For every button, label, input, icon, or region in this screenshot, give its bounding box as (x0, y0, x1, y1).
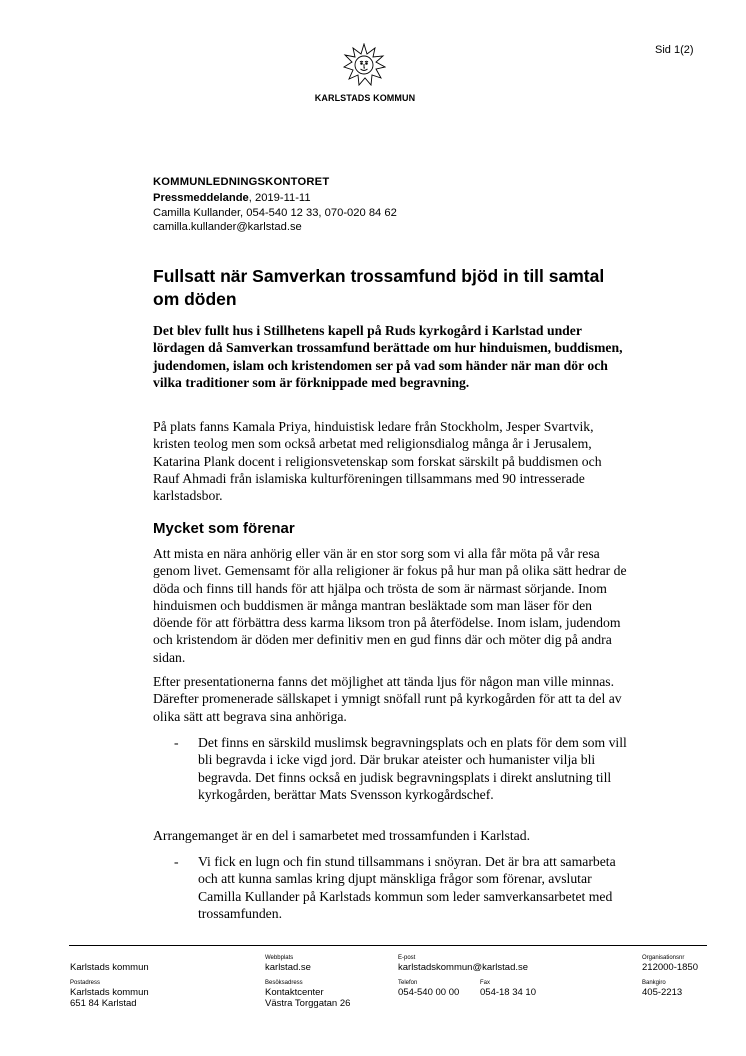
footer-name: Karlstads kommun (70, 962, 149, 973)
footer-email-link[interactable]: karlstadskommun@karlstad.se (398, 962, 529, 973)
footer-fax-value: 054-18 34 10 (480, 987, 536, 998)
page-number: Sid 1(2) (655, 44, 694, 56)
footer-bankgiro (642, 980, 682, 998)
footer-orgnr-value: 212000-1850 (642, 962, 698, 973)
footer-bankgiro-value: 405-2213 (642, 987, 683, 998)
footer-orgnr-label: Organisationsnr (642, 955, 685, 961)
bullet-dash: - (174, 735, 179, 750)
bullet-quote-2 (174, 853, 628, 922)
footer-postal-line1: Karlstads kommun (70, 987, 149, 998)
bullet-quote-1 (174, 734, 628, 803)
bullet-dash: - (174, 854, 179, 869)
footer-phone-value: 054-540 00 00 (398, 987, 460, 998)
department: KOMMUNLEDNINGSKONTORET (153, 176, 330, 188)
doc-type-line (153, 191, 311, 205)
article-title: Fullsatt när Samverkan trossamfund bjöd in till samtal om döden (153, 266, 605, 309)
section-heading: Mycket som förenar (153, 520, 295, 537)
footer-visit-line1: Kontaktcenter (265, 987, 324, 998)
paragraph-3: Efter presentationerna fanns det möjlighet att tända ljus för någon man ville minnas. Därefter promenerade sällskapet i ymnigt snöfall runt på kyrkogården för att ta del av olika sätt att begrava sina anhöriga. (153, 674, 622, 724)
paragraph-1: På plats fanns Kamala Priya, hinduistisk ledare från Stockholm, Jesper Svartvik, kristen teolog men som också arbetat med religionsdialog många år i Jerusalem, Katarina Plank docent i religionsvetenskap som forskat särskilt på buddismen och Rauf Ahmadi från islamiska kulturföreningen tillsammans med 90 intresserade karlstadsbor. (153, 419, 602, 504)
bullet-text: Vi fick en lugn och fin stund tillsammans i snöyran. Det är bra att samarbeta och att kunna samlas kring djupt mänskliga frågor som förenar, avslutar Camilla Kullander på Karlstads kommun som leder samverkansarbetet med trossamfunden. (198, 854, 616, 921)
footer-visit-line2: Västra Torggatan 26 (265, 998, 351, 1009)
footer-phone (398, 980, 459, 998)
footer-email-label: E-post (398, 955, 416, 961)
footer-fax-label: Fax (480, 980, 491, 986)
footer-orgnr (642, 955, 698, 973)
footer-divider (69, 945, 707, 946)
footer-visit-label: Besöksadress (265, 980, 303, 986)
footer-postal (70, 980, 149, 1009)
sun-logo-icon (342, 43, 386, 87)
footer-web (265, 955, 311, 973)
footer-fax (480, 980, 536, 998)
footer-postal-label: Postadress (70, 980, 101, 986)
footer-web-link[interactable]: karlstad.se (265, 962, 311, 973)
contact-email: camilla.kullander@karlstad.se (153, 221, 302, 233)
footer-phone-label: Telefon (398, 980, 418, 986)
paragraph-4: Arrangemanget är en del i samarbetet med trossamfunden i Karlstad. (153, 828, 531, 843)
paragraph-2: Att mista en nära anhörig eller vän är en stor sorg som vi alla får möta på vår resa genom livet. Gemensamt för alla religioner är fokus på hur man på olika sätt hedrar de döda och finns till hands för att hjälpa och trösta de som är närmast sörjande. Inom hinduismen och buddismen är många mantran besläktade som man läser för den döende för att förbättra dess karma liksom tron på återfödelse. Inom islam, judendom och kristendom är döden mer definitiv men en gud finns där och möter dig på andra sidan. (153, 546, 627, 665)
footer-visit (265, 980, 350, 1009)
footer-web-label: Webbplats (265, 955, 294, 961)
lead-paragraph: Det blev fullt hus i Stillhetens kapell på Ruds kyrkogård i Karlstad under lördagen då Samverkan trossamfund berättade om hur hinduismen, buddismen, judendomen, islam och kristendomen ser på vad som händer när man dör och vilka traditioner som är förknippade med begravning. (153, 323, 623, 390)
contact-line: Camilla Kullander, 054-540 12 33, 070-020 84 62 (153, 207, 397, 219)
bullet-text: Det finns en särskild muslimsk begravningsplats och en plats för dem som vill bli begravda i icke vigd jord. Där brukar ateister och humanister vilja bli begravda. Det finns också en judisk begravningsplats i direkt anslutning till kyrkogården, berättar Mats Svensson kyrkogårdschef. (198, 735, 627, 802)
org-name: KARLSTADS KOMMUN (314, 93, 416, 103)
doc-date: , 2019-11-11 (248, 192, 311, 204)
footer-postal-line2: 651 84 Karlstad (70, 998, 137, 1009)
footer-bankgiro-label: Bankgiro (642, 980, 666, 986)
footer-email (398, 955, 528, 973)
doc-type: Pressmeddelande (153, 192, 249, 204)
